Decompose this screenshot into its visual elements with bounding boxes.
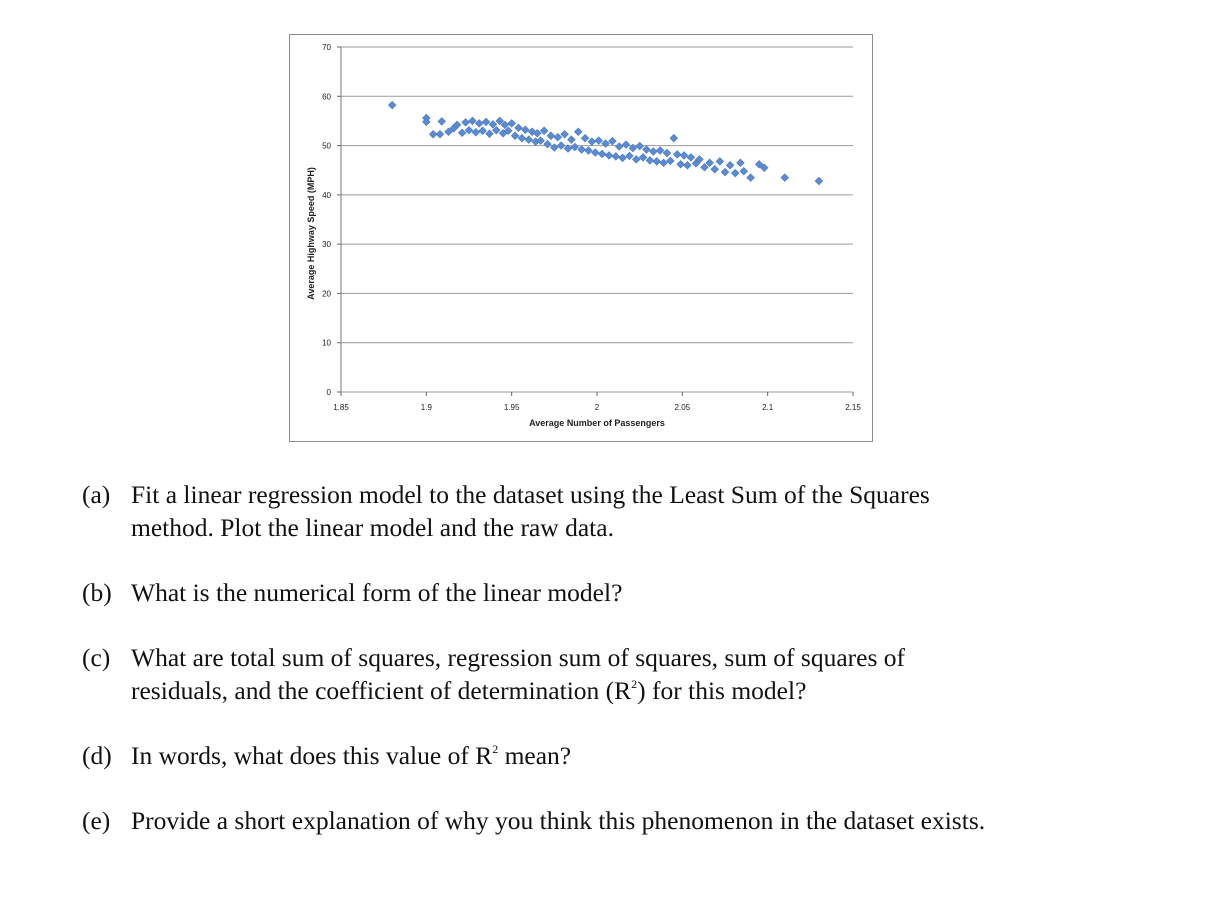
- data-point: [482, 118, 490, 126]
- data-point: [619, 154, 627, 162]
- data-points: [388, 101, 822, 185]
- question-text: ) for this model?: [637, 676, 807, 705]
- data-point: [458, 129, 466, 137]
- data-point: [673, 151, 681, 159]
- data-point: [605, 152, 613, 160]
- data-point: [615, 143, 623, 151]
- question-label: (d): [82, 741, 112, 770]
- data-point: [475, 120, 483, 128]
- data-point: [667, 157, 675, 165]
- x-tick-label: 2.15: [845, 403, 861, 412]
- question-text-line: [131, 674, 1202, 707]
- data-point: [721, 168, 729, 176]
- x-tick-label: 1.85: [333, 403, 349, 412]
- question-label: (e): [82, 806, 111, 835]
- data-point: [609, 137, 617, 145]
- data-point: [472, 128, 480, 136]
- data-point: [554, 133, 562, 141]
- data-point: [670, 134, 678, 142]
- data-point: [626, 152, 634, 160]
- data-point: [731, 169, 739, 177]
- data-point: [684, 161, 692, 169]
- data-point: [602, 140, 610, 148]
- data-point: [465, 126, 473, 134]
- question-text-line: [131, 478, 1202, 511]
- question-text: Fit a linear regression model to the dataset using the Least Sum of the Squares: [131, 480, 930, 509]
- question-text: What are total sum of squares, regression sum of squares, sum of squares of: [131, 643, 906, 672]
- data-point: [591, 149, 599, 157]
- data-point: [578, 146, 586, 154]
- data-point: [598, 150, 606, 158]
- data-point: [574, 128, 582, 136]
- y-tick-label: 60: [322, 92, 331, 102]
- data-point: [518, 134, 526, 142]
- chart-svg: [290, 35, 874, 443]
- data-point: [646, 157, 654, 165]
- question-label: (b): [82, 578, 112, 607]
- data-point: [650, 148, 658, 156]
- data-point: [687, 154, 695, 162]
- y-tick-label: 40: [322, 190, 331, 200]
- data-point: [568, 136, 576, 144]
- data-point: [595, 137, 603, 145]
- data-point: [716, 158, 724, 166]
- question-text: What is the numerical form of the linear model?: [131, 578, 623, 607]
- question-text: residuals, and the coefficient of determination (R: [131, 676, 632, 705]
- question-text-line: [131, 576, 1202, 609]
- y-tick-label: 50: [322, 141, 331, 151]
- data-point: [660, 159, 668, 167]
- y-tick-label: 10: [322, 338, 331, 348]
- data-point: [632, 156, 640, 164]
- question-list: [82, 478, 1202, 869]
- x-tick-label: 2: [594, 403, 600, 412]
- gridlines: [341, 47, 853, 392]
- data-point: [706, 159, 714, 167]
- question-item: [82, 576, 1202, 609]
- data-point: [525, 136, 533, 144]
- x-tick-label: 2.05: [674, 403, 691, 412]
- data-point: [653, 158, 661, 166]
- data-point: [547, 132, 555, 140]
- data-point: [677, 161, 685, 169]
- x-tick-label: 2.1: [762, 403, 774, 412]
- question-label: (a): [82, 480, 111, 509]
- data-point: [588, 138, 596, 146]
- question-text-line: [131, 641, 1202, 674]
- x-axis-title: Average Number of Passengers: [529, 418, 665, 428]
- data-point: [740, 167, 748, 175]
- question-text-line: [131, 739, 1202, 772]
- data-point: [571, 143, 579, 151]
- data-point: [747, 174, 755, 182]
- question-text-line: [131, 511, 1202, 544]
- y-axis-title: Average Highway Speed (MPH): [306, 167, 316, 300]
- data-point: [544, 140, 552, 148]
- data-point: [622, 141, 630, 149]
- data-point: [656, 147, 664, 155]
- data-point: [438, 118, 446, 126]
- data-point: [511, 132, 519, 140]
- data-point: [815, 177, 823, 185]
- question-item: [82, 641, 1202, 707]
- superscript: 2: [631, 676, 638, 691]
- data-point: [557, 142, 565, 150]
- data-point: [436, 130, 444, 138]
- question-text: In words, what does this value of R: [131, 741, 493, 770]
- question-text: Provide a short explanation of why you think this phenomenon in the dataset exists.: [131, 806, 986, 835]
- y-tick-label: 0: [326, 388, 331, 397]
- data-point: [612, 153, 620, 161]
- data-point: [469, 117, 477, 125]
- data-point: [540, 127, 548, 135]
- question-text-line: [131, 804, 1202, 837]
- data-point: [781, 174, 789, 182]
- x-tick-label: 1.9: [420, 403, 432, 412]
- data-point: [701, 163, 709, 171]
- data-point: [508, 120, 516, 128]
- data-point: [522, 126, 530, 134]
- y-tick-label: 30: [322, 240, 331, 250]
- y-tick-label: 70: [322, 43, 331, 52]
- question-text: method. Plot the linear model and the raw data.: [131, 513, 614, 542]
- question-item: [82, 804, 1202, 837]
- x-tick-label: 1.95: [503, 403, 520, 412]
- data-point: [663, 149, 671, 157]
- data-point: [643, 146, 651, 154]
- data-point: [726, 161, 734, 169]
- y-tick-label: 20: [322, 289, 331, 299]
- data-point: [711, 165, 719, 173]
- question-item: [82, 739, 1202, 772]
- data-point: [462, 119, 470, 127]
- data-point: [551, 144, 559, 152]
- data-point: [737, 159, 745, 167]
- data-point: [585, 147, 593, 155]
- data-point: [581, 134, 589, 142]
- question-label: (c): [82, 643, 111, 672]
- scatter-chart: [289, 34, 873, 442]
- question-text: mean?: [498, 741, 572, 770]
- data-point: [639, 154, 647, 162]
- data-point: [561, 130, 569, 138]
- data-point: [515, 124, 523, 132]
- question-item: [82, 478, 1202, 544]
- data-point: [680, 152, 688, 160]
- data-point: [636, 142, 644, 150]
- axes: [322, 43, 861, 412]
- data-point: [388, 101, 396, 109]
- superscript: 2: [492, 741, 499, 756]
- data-point: [479, 127, 487, 135]
- data-point: [486, 130, 494, 138]
